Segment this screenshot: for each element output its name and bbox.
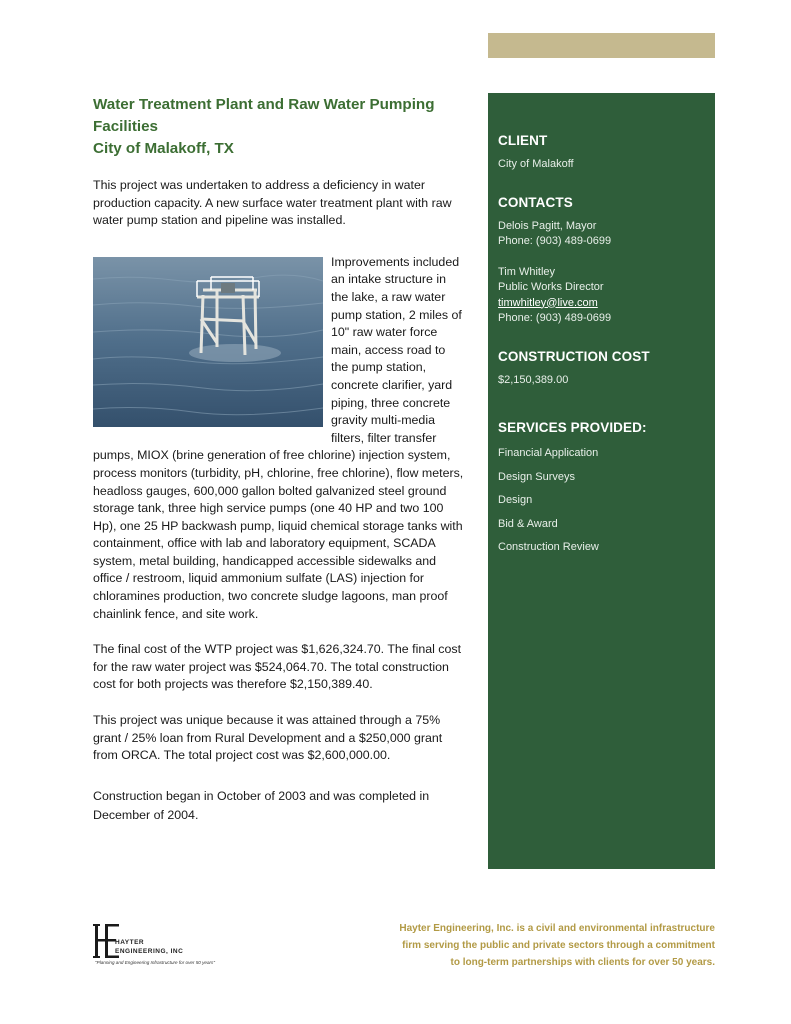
intro-paragraph: This project was undertaken to address a deficiency in water production capacity. A new surface water treatment plant with raw water pump station and pipeline was installed. — [93, 178, 452, 228]
intake-structure-photo — [93, 257, 323, 427]
title-line-2: Facilities — [93, 118, 158, 135]
construction-cost-section — [498, 349, 705, 389]
final-cost-paragraph: The final cost of the WTP project was $1,626,324.70. The final cost for the raw water project was $524,064.70. The total construction cost for both projects was therefore $2,150,389.40. — [93, 642, 462, 692]
contact-name: Delois Pagitt, Mayor — [498, 219, 597, 232]
contact-title: Public Works Director — [498, 281, 604, 293]
client-name: City of Malakoff — [498, 158, 574, 170]
title-line-1: Water Treatment Plant and Raw Water Pumping — [93, 96, 435, 113]
footer-line: Hayter Engineering, Inc. is a civil and environmental infrastructure — [399, 923, 715, 934]
construction-cost-value: $2,150,389.00 — [498, 373, 569, 386]
main-content — [93, 94, 465, 826]
logo-tagline: "Planning and Engineering Infrastructure for over 50 years" — [95, 960, 215, 965]
contact-phone: Phone: (903) 489-0699 — [498, 312, 612, 324]
service-item: Design — [498, 494, 533, 507]
contacts-section — [498, 195, 705, 327]
hayter-logo — [93, 920, 233, 980]
improvements-block — [93, 254, 465, 623]
client-heading: CLIENT — [498, 133, 548, 148]
service-item: Bid & Award — [498, 517, 558, 530]
logo-line-1: HAYTER — [115, 939, 145, 946]
client-section — [498, 133, 705, 173]
logo-line-2: ENGINEERING, INC — [115, 948, 184, 955]
service-item: Financial Application — [498, 447, 599, 459]
title-line-3: City of Malakoff, TX — [93, 140, 234, 157]
project-sidebar — [488, 93, 715, 869]
schedule-paragraph: Construction began in October of 2003 and was completed in December of 2004. — [93, 788, 430, 823]
contact-name: Tim Whitley — [498, 265, 556, 278]
construction-cost-heading: CONSTRUCTION COST — [498, 348, 650, 364]
top-accent-bar — [488, 33, 715, 58]
lake-intake-image — [93, 257, 323, 427]
footer-line: firm serving the public and private sectors through a commitment — [402, 940, 715, 951]
services-heading: SERVICES PROVIDED: — [498, 420, 647, 435]
footer-line: to long-term partnerships with clients for over 50 years. — [450, 957, 715, 968]
footer-statement — [375, 920, 715, 971]
service-item: Construction Review — [498, 541, 599, 554]
logo-wordmark — [115, 938, 183, 956]
contact-mayor — [498, 219, 705, 250]
contact-public-works — [498, 265, 705, 327]
funding-paragraph: This project was unique because it was attained through a 75% grant / 25% loan from Rural Development and a $250,000 grant from ORCA. The total project cost was $2,600,000.00. — [93, 713, 443, 763]
improvements-paragraph: Improvements included an intake structure in the lake, a raw water pump station, 2 miles of 10" raw water force main, access road to the pump station, concrete clarifier, yard piping, three concrete gravity multi-media filters, filter transfer pumps, MIOX (brine generation of free chlorine) injection system, process monitors (turbidity, pH, chlorine, free chlorine), flow meters, headloss gauges, 600,000 gallon bolted galvanized steel ground storage tank, three high service pumps (one 40 HP and two 100 Hp), one 25 HP backwash pump, liquid chemical storage tanks with containment, office with lab and laboratory equipment, SCADA system, metal building, handicapped accessible sidewalks and office / restroom, liquid ammonium sulfate (LAS) injection for chloramines production, two concrete sludge lagoons, man proof chainlink fence, and site work. — [93, 254, 464, 621]
contact-phone: Phone: (903) 489-0699 — [498, 235, 612, 247]
service-item: Design Surveys — [498, 470, 576, 483]
contacts-heading: CONTACTS — [498, 194, 573, 210]
contact-email-link[interactable]: timwhitley@live.com — [498, 296, 598, 309]
services-section — [498, 420, 705, 555]
page-title — [93, 94, 465, 160]
